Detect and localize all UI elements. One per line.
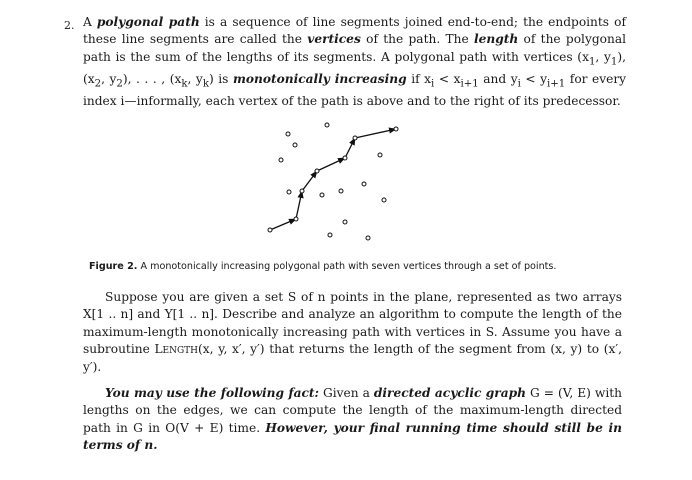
segment-2	[296, 191, 302, 219]
figure-caption: Figure 2. A monotonically increasing polygonal path with seven vertices through a set of points.	[89, 261, 557, 272]
path-vertices	[268, 127, 398, 232]
point	[366, 236, 370, 240]
figure-2	[0, 118, 692, 268]
point	[293, 143, 297, 147]
point	[286, 132, 290, 136]
point	[320, 193, 324, 197]
vertex	[315, 169, 319, 173]
vertex	[353, 136, 357, 140]
problem-paragraph-2: Suppose you are given a set S of n points in the plane, represented as two arrays X[1 .. n] and Y[1 .. n]. Describe and analyze an algorithm to compute the length of the maximum-length monotonically increasing path with vertices in S. Assume you have a subroutine Length(x, y, x′, y′) that returns the length of the segment from (x, y) to (x′, y′).	[83, 290, 622, 374]
path-segments	[270, 129, 396, 230]
problem-paragraph-1: A polygonal path is a sequence of line segments joined end-to-end; the endpoints of these line segments are called the vertices of the path. The length of the polygonal path is the sum of the lengths of its segments. A polygonal path with vertices ($x_1$, $y_1$), ($x_2$, $y_2$), . . . , ($x_k$, $y_k$) is monotonically increasing if $x_i < x_{i+1}$ and $y_i < y_{i+1}$ for every index i—informally, each vertex of the path is above and to the right of its predecessor.	[83, 15, 627, 108]
vertex	[343, 156, 347, 160]
point	[382, 198, 386, 202]
point	[287, 190, 291, 194]
point	[339, 189, 343, 193]
segment-1	[270, 219, 296, 230]
segment-5	[345, 138, 355, 158]
vertex	[294, 217, 298, 221]
other-points	[279, 123, 386, 240]
point	[362, 182, 366, 186]
problem-2	[66, 14, 626, 110]
vertex	[300, 189, 304, 193]
vertex	[268, 228, 272, 232]
point	[378, 153, 382, 157]
problem-number: 2.	[64, 19, 75, 32]
segment-6	[355, 129, 396, 138]
monotone-path-figure	[0, 118, 692, 268]
segment-4	[317, 158, 345, 171]
point	[328, 233, 332, 237]
vertex	[394, 127, 398, 131]
segment-3	[302, 171, 317, 191]
point	[325, 123, 329, 127]
problem-paragraph-3: You may use the following fact: Given a directed acyclic graph G = (V, E) with lengths on the edges, we can compute the length of the maximum-length directed path in G in O(V + E) time. However, your final running time should still be in terms of n.	[83, 386, 623, 453]
point	[279, 158, 283, 162]
point	[343, 220, 347, 224]
